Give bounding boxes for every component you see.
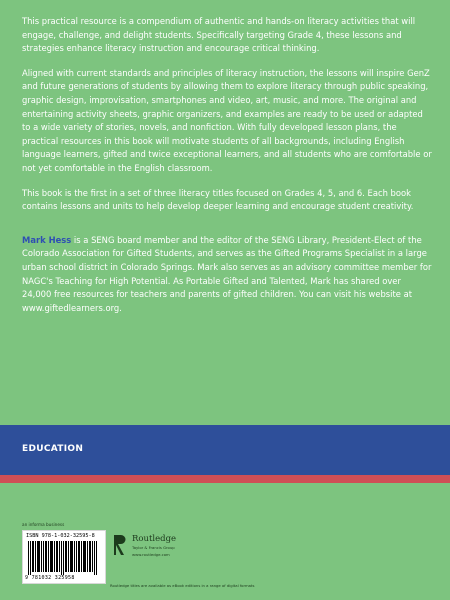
author-name: Mark Hess	[22, 234, 72, 245]
barcode-digits: 9 781032 325958	[25, 575, 75, 581]
blurb-paragraph-3: This book is the first in a set of three literacy titles focused on Grades 4, 5, and 6. Each book contains lessons and units to help develop deeper learning and encourage student creativity.	[22, 187, 414, 212]
routledge-logo-icon	[112, 533, 128, 557]
publisher-url: www.routledge.com	[132, 552, 170, 557]
back-cover-blurb	[22, 15, 432, 326]
blurb-paragraph-1: This practical resource is a compendium of authentic and hands-on literacy activities that will engage, challenge, and delight students. Specifically targeting Grade 4, these lessons and strategies enhance literacy instruction and encourage critical thinking.	[22, 16, 416, 54]
author-bio-text: is a SENG board member and the editor of the SENG Library, President-Elect of the Colorado Association for Gifted Students, and serves as the Gifted Programs Specialist in a large urban school district in Colorado Springs. Mark also serves as an advisory committee member for NAGC's Teaching for High Potential. As Portable Gifted and Talented, Mark has shared over 24,000 free resources for teachers and parents of gifted children. You can visit his website at www.giftedlearners.org.	[22, 234, 432, 313]
category-band	[0, 425, 450, 475]
barcode-icon	[28, 541, 100, 575]
ebook-footnote: Routledge titles are available as eBook editions in a range of digital formats	[110, 583, 255, 588]
publisher-group: Taylor & Francis Group	[132, 545, 175, 550]
informa-tagline: an informa business	[22, 522, 65, 527]
publisher-block	[112, 533, 252, 563]
isbn-barcode	[22, 530, 106, 584]
publisher-name: Routledge	[132, 534, 177, 544]
isbn-label: ISBN 978-1-032-32595-8	[26, 533, 95, 539]
red-strip	[0, 475, 450, 483]
blurb-paragraph-2: Aligned with current standards and principles of literacy instruction, the lessons will inspire GenZ and future generations of students by allowing them to explore literacy through public speaking, graphic design, improvisation, smartphones and video, art, music, and more. The original and entertaining activity sheets, graphic organizers, and examples are ready to be used or adapted to a wide variety of stories, novels, and nonfiction. With fully developed lesson plans, the practical resources in this book will motivate students of all backgrounds, including English language learners, gifted and twice exceptional learners, and all students who are comfortable or not yet comfortable in the English classroom.	[22, 67, 432, 173]
author-bio	[22, 234, 432, 316]
category-label: EDUCATION	[22, 444, 84, 454]
